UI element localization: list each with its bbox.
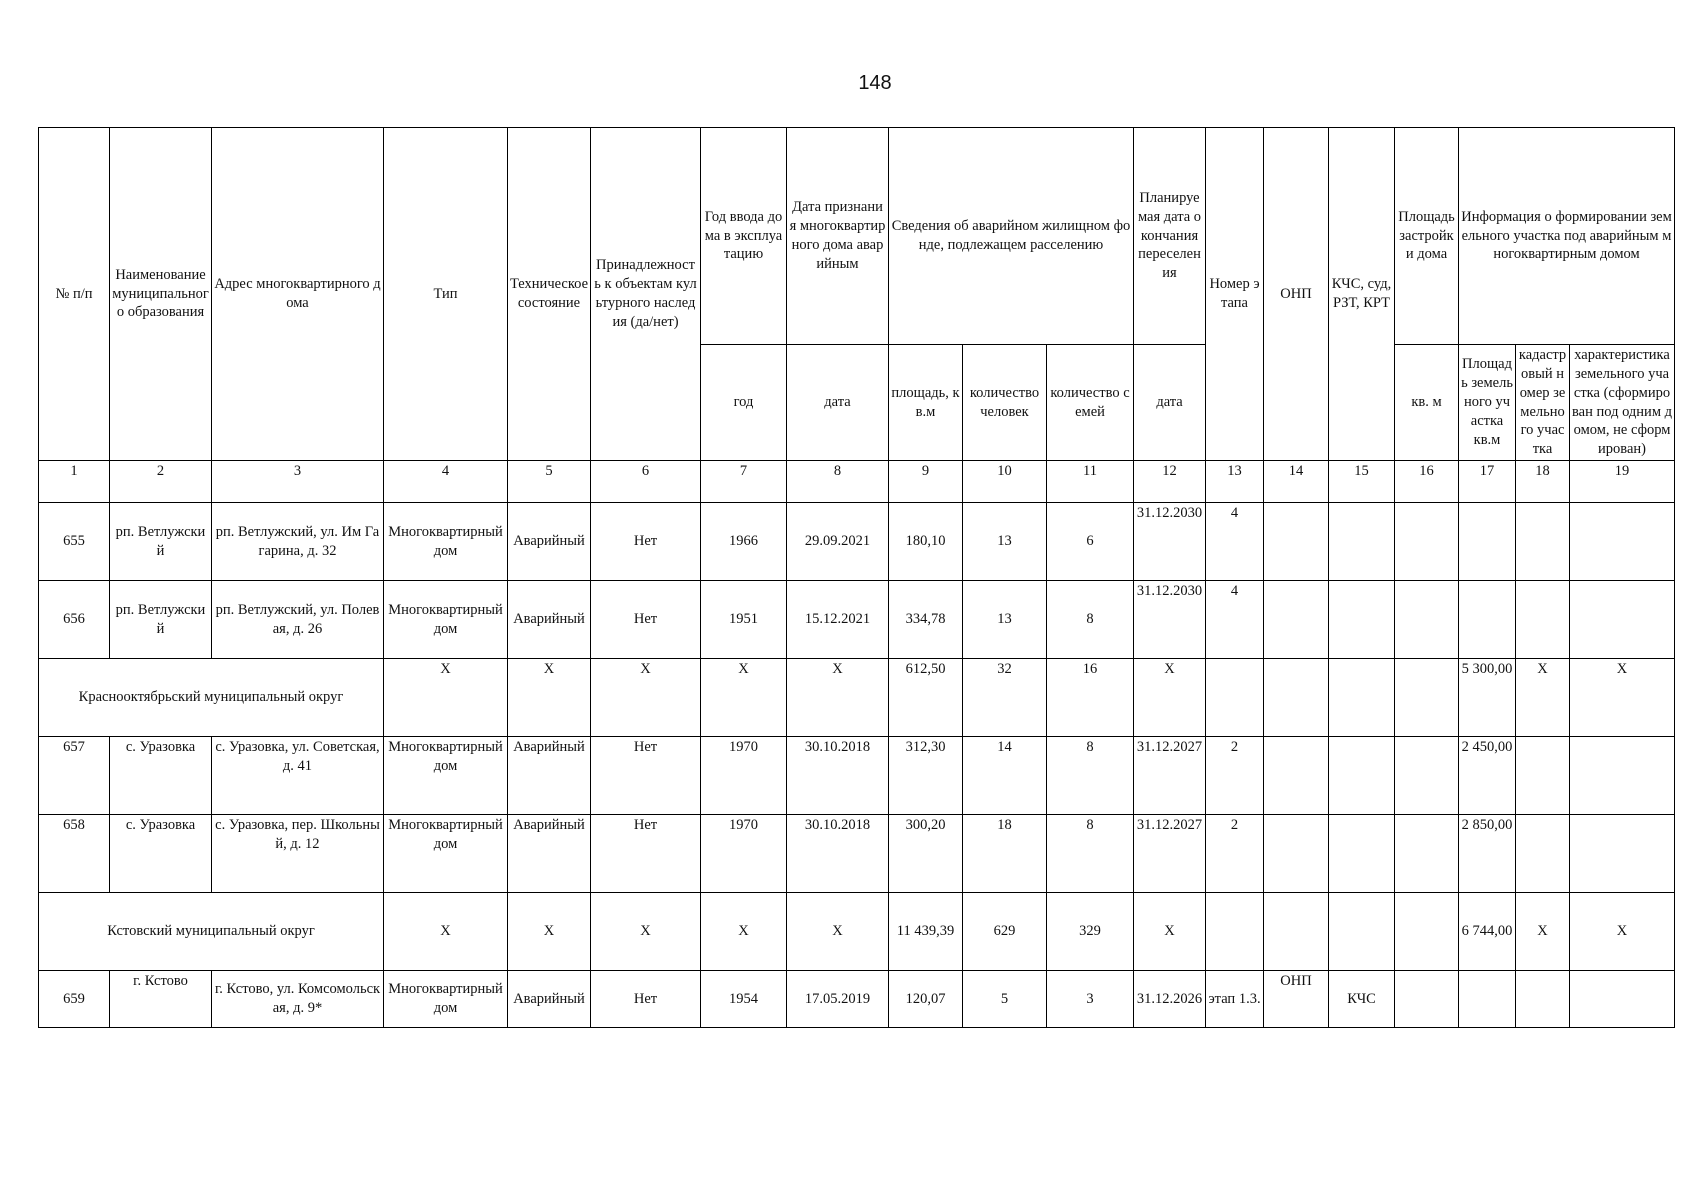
row-onp [1264,737,1329,815]
row-date: 30.10.2018 [787,815,889,893]
column-numbers-row [39,461,1675,503]
row-area: 334,78 [889,581,963,659]
header-land-area [1459,345,1516,461]
row-address: г. Кстово, ул. Комсомольская, д. 9* [212,971,384,1028]
row-type: Многоквартирный дом [384,815,508,893]
header-build-area: Площадь застройки дома [1395,128,1459,345]
group-state: X [508,659,591,737]
group-build-area [1395,659,1459,737]
col-number: 6 [591,461,701,503]
row-kchs: КЧС [1329,971,1395,1028]
row-type: Многоквартирный дом [384,737,508,815]
row-tech-state: Аварийный [508,503,591,581]
col-number: 10 [963,461,1047,503]
row-date: 17.05.2019 [787,971,889,1028]
row-year: 1970 [701,737,787,815]
header-resettlement-info: Сведения об аварийном жилищном фонде, подлежащем расселению [889,128,1134,345]
col-number: 19 [1570,461,1675,503]
row-people: 5 [963,971,1047,1028]
row-families: 8 [1047,815,1134,893]
subheader-build-area-unit: кв. м [1395,345,1459,461]
header-onp: ОНП [1264,128,1329,461]
col-number: 12 [1134,461,1206,503]
col-number: 7 [701,461,787,503]
row-cadastral [1516,503,1570,581]
row-tech-state: Аварийный [508,815,591,893]
group-land-char: X [1570,893,1675,971]
group-stage [1206,659,1264,737]
row-tech-state: Аварийный [508,737,591,815]
group-kchs [1329,893,1395,971]
subheader-year: год [701,345,787,461]
group-cadastral: X [1516,893,1570,971]
col-number: 5 [508,461,591,503]
group-type: X [384,893,508,971]
group-people: 32 [963,659,1047,737]
row-land-area [1459,503,1516,581]
land-area-label: Площадь земельного участка [1461,356,1513,429]
row-heritage: Нет [591,815,701,893]
group-year: X [701,659,787,737]
row-cadastral [1516,815,1570,893]
header-emergency-date: Дата признания многоквартирного дома аварийным [787,128,889,345]
col-number: 3 [212,461,384,503]
row-stage: 4 [1206,503,1264,581]
group-heritage: X [591,893,701,971]
row-land-char [1570,815,1675,893]
row-land-char [1570,581,1675,659]
page-number: 148 [858,72,892,94]
group-build-area [1395,893,1459,971]
group-year: X [701,893,787,971]
row-land-char [1570,503,1675,581]
row-kchs [1329,581,1395,659]
col-number: 17 [1459,461,1516,503]
row-land-area [1459,581,1516,659]
header-address: Адрес многоквартирного дома [212,128,384,461]
subheader-area: площадь, кв.м [889,345,963,461]
col-number: 8 [787,461,889,503]
col-number: 2 [110,461,212,503]
row-families: 6 [1047,503,1134,581]
housing-registry-table [38,127,1675,1028]
row-people: 14 [963,737,1047,815]
row-number: 656 [39,581,110,659]
header-commission-year: Год ввода дома в эксплуатацию [701,128,787,345]
group-onp [1264,659,1329,737]
row-municipality: г. Кстово [110,971,212,1028]
header-municipality: Наименование муниципального образования [110,128,212,461]
row-families: 3 [1047,971,1134,1028]
row-municipality: рп. Ветлужский [110,581,212,659]
group-type: X [384,659,508,737]
group-heritage: X [591,659,701,737]
header-planned-end: Планируемая дата окончания переселения [1134,128,1206,345]
group-end-date: X [1134,893,1206,971]
row-type: Многоквартирный дом [384,581,508,659]
row-type: Многоквартирный дом [384,503,508,581]
row-stage: 2 [1206,737,1264,815]
row-number: 657 [39,737,110,815]
group-onp [1264,893,1329,971]
row-build-area [1395,581,1459,659]
row-end-date: 31.12.2027 [1134,737,1206,815]
row-onp [1264,815,1329,893]
row-end-date: 31.12.2030 [1134,581,1206,659]
row-year: 1951 [701,581,787,659]
row-heritage: Нет [591,581,701,659]
row-cadastral [1516,971,1570,1028]
group-date: X [787,893,889,971]
col-number: 13 [1206,461,1264,503]
row-date: 30.10.2018 [787,737,889,815]
row-number: 659 [39,971,110,1028]
row-date: 29.09.2021 [787,503,889,581]
group-total-row [39,893,1675,971]
table-row [39,971,1675,1028]
row-stage: 4 [1206,581,1264,659]
group-kchs [1329,659,1395,737]
group-end-date: X [1134,659,1206,737]
row-address: с. Уразовка, ул. Советская, д. 41 [212,737,384,815]
row-area: 300,20 [889,815,963,893]
row-end-date: 31.12.2026 [1134,971,1206,1028]
row-kchs [1329,815,1395,893]
land-area-unit: кв.м [1473,431,1501,448]
col-number: 18 [1516,461,1570,503]
row-stage: 2 [1206,815,1264,893]
group-land-area: 5 300,00 [1459,659,1516,737]
row-build-area [1395,503,1459,581]
row-people: 18 [963,815,1047,893]
row-cadastral [1516,737,1570,815]
row-municipality: с. Уразовка [110,815,212,893]
row-address: рп. Ветлужский, ул. Им Гагарина, д. 32 [212,503,384,581]
table-row [39,503,1675,581]
row-year: 1954 [701,971,787,1028]
header-land-info: Информация о формировании земельного участка под аварийным многоквартирным домом [1459,128,1675,345]
header-land-characteristic: характеристика земельного участка (сформирован под одним домом, не сформирован) [1570,345,1675,461]
row-kchs [1329,737,1395,815]
row-onp [1264,581,1329,659]
col-number: 15 [1329,461,1395,503]
row-families: 8 [1047,581,1134,659]
col-number: 9 [889,461,963,503]
row-number: 655 [39,503,110,581]
group-area: 11 439,39 [889,893,963,971]
row-area: 180,10 [889,503,963,581]
group-land-area: 6 744,00 [1459,893,1516,971]
row-land-area [1459,971,1516,1028]
row-municipality: с. Уразовка [110,737,212,815]
group-total-row [39,659,1675,737]
group-land-char: X [1570,659,1675,737]
row-tech-state: Аварийный [508,581,591,659]
row-area: 120,07 [889,971,963,1028]
col-number: 14 [1264,461,1329,503]
row-tech-state: Аварийный [508,971,591,1028]
row-end-date: 31.12.2030 [1134,503,1206,581]
row-kchs [1329,503,1395,581]
group-families: 16 [1047,659,1134,737]
row-area: 312,30 [889,737,963,815]
group-state: X [508,893,591,971]
row-number: 658 [39,815,110,893]
row-address: рп. Ветлужский, ул. Полевая, д. 26 [212,581,384,659]
header-type: Тип [384,128,508,461]
col-number: 4 [384,461,508,503]
group-cadastral: X [1516,659,1570,737]
header-stage: Номер этапа [1206,128,1264,461]
subheader-date: дата [787,345,889,461]
group-date: X [787,659,889,737]
row-build-area [1395,737,1459,815]
row-onp: ОНП [1264,971,1329,1028]
table-row [39,815,1675,893]
col-number: 16 [1395,461,1459,503]
subheader-people: количество человек [963,345,1047,461]
row-land-char [1570,737,1675,815]
row-address: с. Уразовка, пер. Школьный, д. 12 [212,815,384,893]
header-num: № п/п [39,128,110,461]
header-kchs: КЧС, суд, РЗТ, КРТ [1329,128,1395,461]
group-stage [1206,893,1264,971]
group-name: Краснооктябрьский муниципальный округ [39,659,384,737]
header-tech-state: Техническое состояние [508,128,591,461]
row-land-area: 2 450,00 [1459,737,1516,815]
row-people: 13 [963,503,1047,581]
row-build-area [1395,815,1459,893]
header-cadastral-number: кадастровый номер земельного участка [1516,345,1570,461]
subheader-families: количество семей [1047,345,1134,461]
header-heritage: Принадлежность к объектам культурного наследия (да/нет) [591,128,701,461]
group-area: 612,50 [889,659,963,737]
row-families: 8 [1047,737,1134,815]
row-build-area [1395,971,1459,1028]
row-land-char [1570,971,1675,1028]
group-people: 629 [963,893,1047,971]
group-families: 329 [1047,893,1134,971]
group-name: Кстовский муниципальный округ [39,893,384,971]
row-heritage: Нет [591,737,701,815]
row-land-area: 2 850,00 [1459,815,1516,893]
row-cadastral [1516,581,1570,659]
row-stage: этап 1.3. [1206,971,1264,1028]
row-date: 15.12.2021 [787,581,889,659]
row-type: Многоквартирный дом [384,971,508,1028]
col-number: 1 [39,461,110,503]
row-people: 13 [963,581,1047,659]
row-year: 1966 [701,503,787,581]
row-municipality: рп. Ветлужский [110,503,212,581]
table-row [39,737,1675,815]
table-row [39,581,1675,659]
row-heritage: Нет [591,503,701,581]
subheader-end-date: дата [1134,345,1206,461]
row-onp [1264,503,1329,581]
col-number: 11 [1047,461,1134,503]
row-year: 1970 [701,815,787,893]
row-end-date: 31.12.2027 [1134,815,1206,893]
row-heritage: Нет [591,971,701,1028]
